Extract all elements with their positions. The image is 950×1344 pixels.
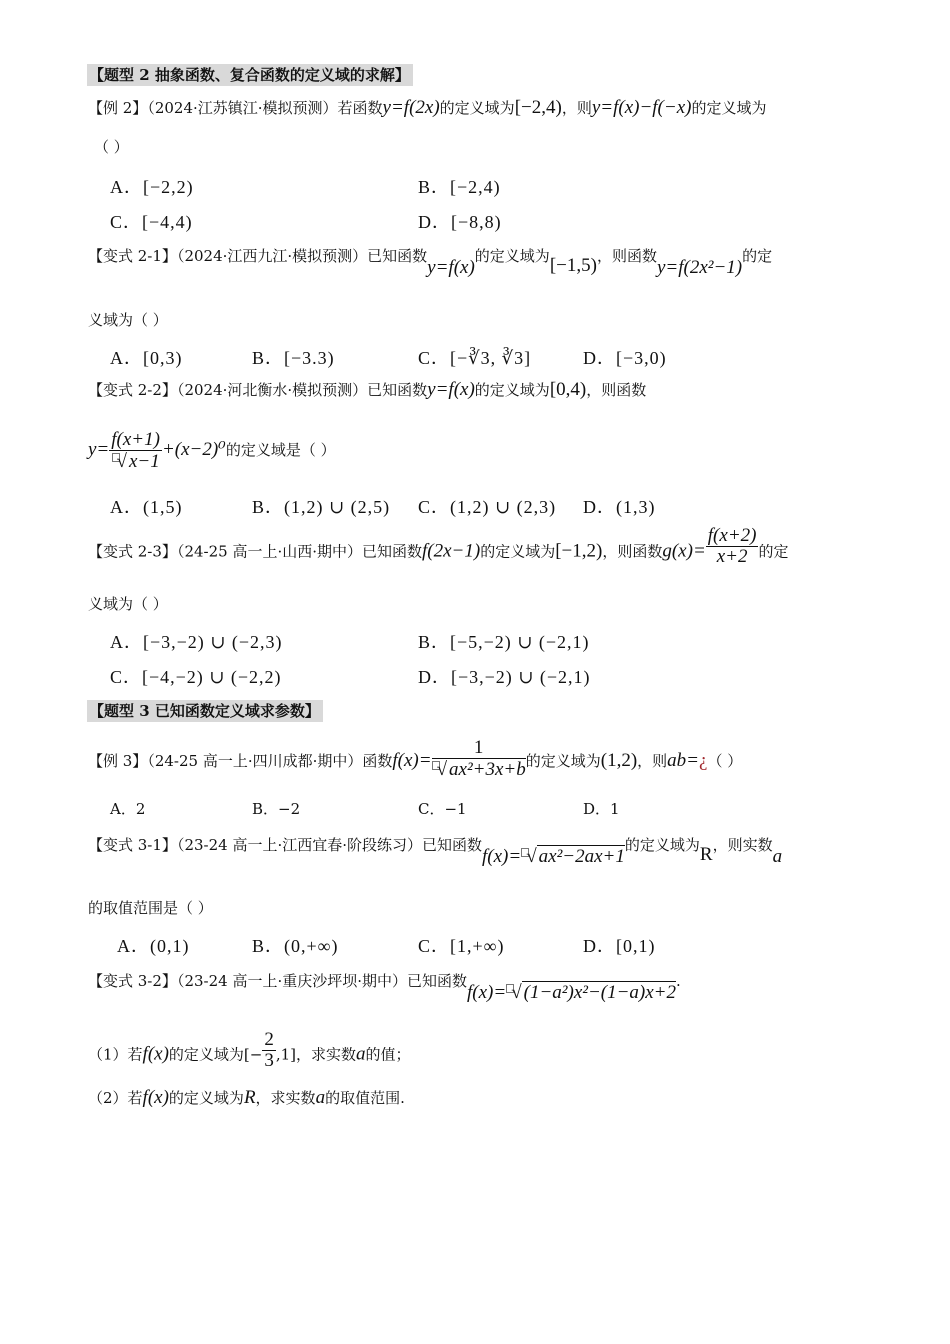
option-a[interactable] [110,493,183,519]
variant-2-2-stem [88,380,646,400]
example-3-stem [88,737,743,780]
option-text: B．(1,2) ∪ (2,5) [252,497,391,517]
option-text: D．(1,3) [583,497,656,517]
broken-glyph: ¿ [699,750,708,771]
real-set: R [699,844,713,865]
example-tag: 【变式 2-3】 [88,542,177,561]
stem-text: 已知函数 [407,972,468,990]
formula: g(x)= [662,540,706,562]
source: （2024·江西九江·模拟预测） [176,247,368,265]
option-text: C．[−∛3, ∛3] [418,348,532,368]
y-equals: y= [88,439,110,460]
stem-text: 的定义域是（ ） [225,441,336,459]
option-text: D．[−8,8) [418,212,502,232]
option-b[interactable] [418,173,501,199]
option-text: C．[−4,−2) ∪ (−2,2) [110,667,282,687]
option-text: C．−1 [418,800,467,818]
stem-text: ，则 [637,752,668,770]
formula: f(x) [142,1087,169,1108]
question-1 [88,1029,411,1071]
option-c[interactable] [110,663,282,689]
stem-text: 已知函数 [367,381,428,399]
stem-text: 的取值范围. [325,1089,405,1107]
radical-formula: f(x)= √ ax²−2ax+1 [482,846,625,867]
numerator: f(x+2) [707,525,757,546]
stem-text: 已知函数 [362,542,423,561]
fraction [109,430,162,472]
option-a[interactable] [117,932,190,958]
radicand: ax²−2ax+1 [538,846,625,867]
option-text: C．[1,+∞) [418,936,505,956]
stem-line-2: 义域为（ ） [88,595,168,613]
option-text: A．[−2,2) [110,177,194,197]
option-c[interactable] [418,344,531,370]
denominator: √ ax²+3x+b [432,759,526,780]
domain-interval: [0,4) [549,379,587,400]
option-b[interactable] [252,932,338,958]
source: （24-25 高一上·山西·期中） [176,542,362,561]
option-d[interactable] [418,663,591,689]
source: （24-25 高一上·四川成都·期中） [147,752,363,770]
option-text: B．[−5,−2) ∪ (−2,1) [418,632,590,652]
formula: ab= [667,750,699,771]
option-a[interactable] [110,798,145,819]
option-text: D．[0,1) [583,936,656,956]
option-d[interactable] [583,344,667,370]
example-tag: 【变式 3-2】 [88,972,177,990]
option-text: B．−2 [252,800,301,818]
real-set: R [243,1087,256,1108]
variant-2-2-formula-line [88,430,336,472]
option-d[interactable] [583,798,620,819]
option-b[interactable] [418,628,590,654]
source: （2024·江苏镇江·模拟预测） [147,99,338,117]
radicand: (1−a²)x²−(1−a)x+2 [523,982,676,1003]
option-text: C．(1,2) ∪ (2,3) [418,497,557,517]
option-a[interactable] [110,173,194,199]
variant-3-2-stem [88,970,681,1003]
stem-text: 已知函数 [422,836,483,854]
stem-text: 的定义域为 [525,752,601,770]
option-text: A．[0,3) [110,348,183,368]
period: . [676,972,681,990]
stem-text: 的定义域为[− [168,1045,263,1064]
domain-interval: [−1,2) [555,540,603,562]
stem-text: 若函数 [337,99,383,117]
option-c[interactable] [418,798,467,819]
option-text: A．[−3,−2) ∪ (−2,3) [110,632,283,652]
variable-a: a [356,1043,366,1065]
stem-text: 的定义域为 [624,836,700,854]
formula: y=f(x)−f(−x) [591,97,692,118]
example-2-stem [88,98,766,118]
radicand: x−1 [128,451,160,472]
stem-text: ,1]，求实数 [275,1045,357,1064]
option-c[interactable] [110,208,193,234]
example-tag: 【例 2】 [88,99,148,117]
numerator: 1 [432,738,526,759]
stem-text: ，求实数 [255,1089,316,1107]
variable-a: a [772,846,783,867]
formula: y=f(x) [427,379,475,400]
example-tag: 【变式 3-1】 [88,836,177,854]
option-a[interactable] [110,344,183,370]
fraction [262,1030,276,1071]
option-text: B．[−3.3) [252,348,335,368]
section-header-type-2: 【题型 2 抽象函数、复合函数的定义域的求解】 [87,64,413,86]
missing-glyph-icon [432,761,440,770]
stem-text: ，则 [561,99,592,117]
option-text: A．(1,5) [110,497,183,517]
option-text: D．[−3,−2) ∪ (−2,1) [418,667,591,687]
option-text: A．(0,1) [117,936,190,956]
formula: f(x)= [392,750,432,771]
stem-text: 的定义域为 [474,381,550,399]
stem-text: 的定 [758,542,789,561]
radicand: ax²+3x+b [449,759,526,780]
stem-text: 的定义域为 [480,542,556,561]
option-a[interactable] [110,628,283,654]
stem-text: ，则函数 [586,381,647,399]
fraction [706,526,759,567]
denominator: √ x−1 [109,451,162,472]
question-number: （2）若 [88,1089,143,1107]
option-b[interactable] [252,493,390,519]
option-text: B．(0,+∞) [252,936,339,956]
missing-glyph-icon [112,453,120,462]
domain-interval: [−2,4) [514,97,562,118]
option-c[interactable] [418,493,556,519]
formula-tail: +(x−2)⁰ [161,439,226,460]
example-tag: 【例 3】 [88,752,148,770]
option-text: A．2 [110,800,146,818]
option-text: C．[−4,4) [110,212,193,232]
option-c[interactable] [418,932,504,958]
answer-blank: （ ） [94,138,129,156]
formula: y=f(2x) [382,97,440,118]
fraction [432,738,526,780]
numerator: 2 [264,1029,274,1050]
answer-blank: （ ） [707,752,743,770]
denominator: x+2 [716,546,748,567]
variant-3-1-stem [88,834,783,867]
formula: f(x)= [482,846,522,867]
example-tag: 【变式 2-1】 [88,247,177,265]
source: （2024·河北衡水·模拟预测） [176,381,368,399]
radical-formula: f(x)= √ (1−a²)x²−(1−a)x+2 [467,982,676,1003]
variable-a: a [315,1087,326,1108]
stem-text: ，则函数 [602,542,663,561]
stem-text: 已知函数 [367,247,428,265]
option-b[interactable] [252,798,300,819]
section-header-type-3: 【题型 3 已知函数定义域求参数】 [87,700,323,722]
formula: f(x)= [467,982,507,1003]
stem-line-2: 的取值范围是（ ） [88,899,213,917]
formula: f(2x−1) [422,540,481,562]
option-d[interactable] [583,932,656,958]
option-text: D．[−3,0) [583,348,667,368]
domain-interval: (1,2) [600,750,638,771]
option-text: B．[−2,4) [418,177,501,197]
stem-text: 的定义域为 [474,247,550,265]
question-2 [88,1088,405,1108]
formula: y=f(x) [427,257,475,278]
variant-2-3-stem [88,525,789,567]
stem-text: 的定义域为 [439,99,515,117]
question-number: （1）若 [88,1045,143,1064]
stem-line-2: 义域为（ ） [88,311,168,329]
stem-text: 的定义域为 [168,1089,244,1107]
example-tag: 【变式 2-2】 [88,381,177,399]
stem-text: 的值； [365,1045,411,1064]
option-b[interactable] [252,344,335,370]
stem-text: 的定 [742,247,773,265]
formula: y=f(2x²−1) [656,257,743,278]
source: （23-24 高一上·重庆沙坪坝·期中） [176,972,407,990]
variant-2-1-stem [88,246,773,278]
source: （23-24 高一上·江西宜春·阶段练习） [176,836,422,854]
option-text: D．1 [583,800,620,818]
option-d[interactable] [418,208,502,234]
stem-text: ，则实数 [712,836,773,854]
denominator: 3 [264,1050,274,1071]
stem-text: 函数 [362,752,393,770]
stem-text: ，则函数 [596,247,657,265]
option-d[interactable] [583,493,656,519]
domain-interval: [−1,5) [549,255,597,276]
numerator: f(x+1) [111,429,160,450]
stem-text: 的定义域为 [691,99,767,117]
formula: f(x) [142,1043,169,1065]
